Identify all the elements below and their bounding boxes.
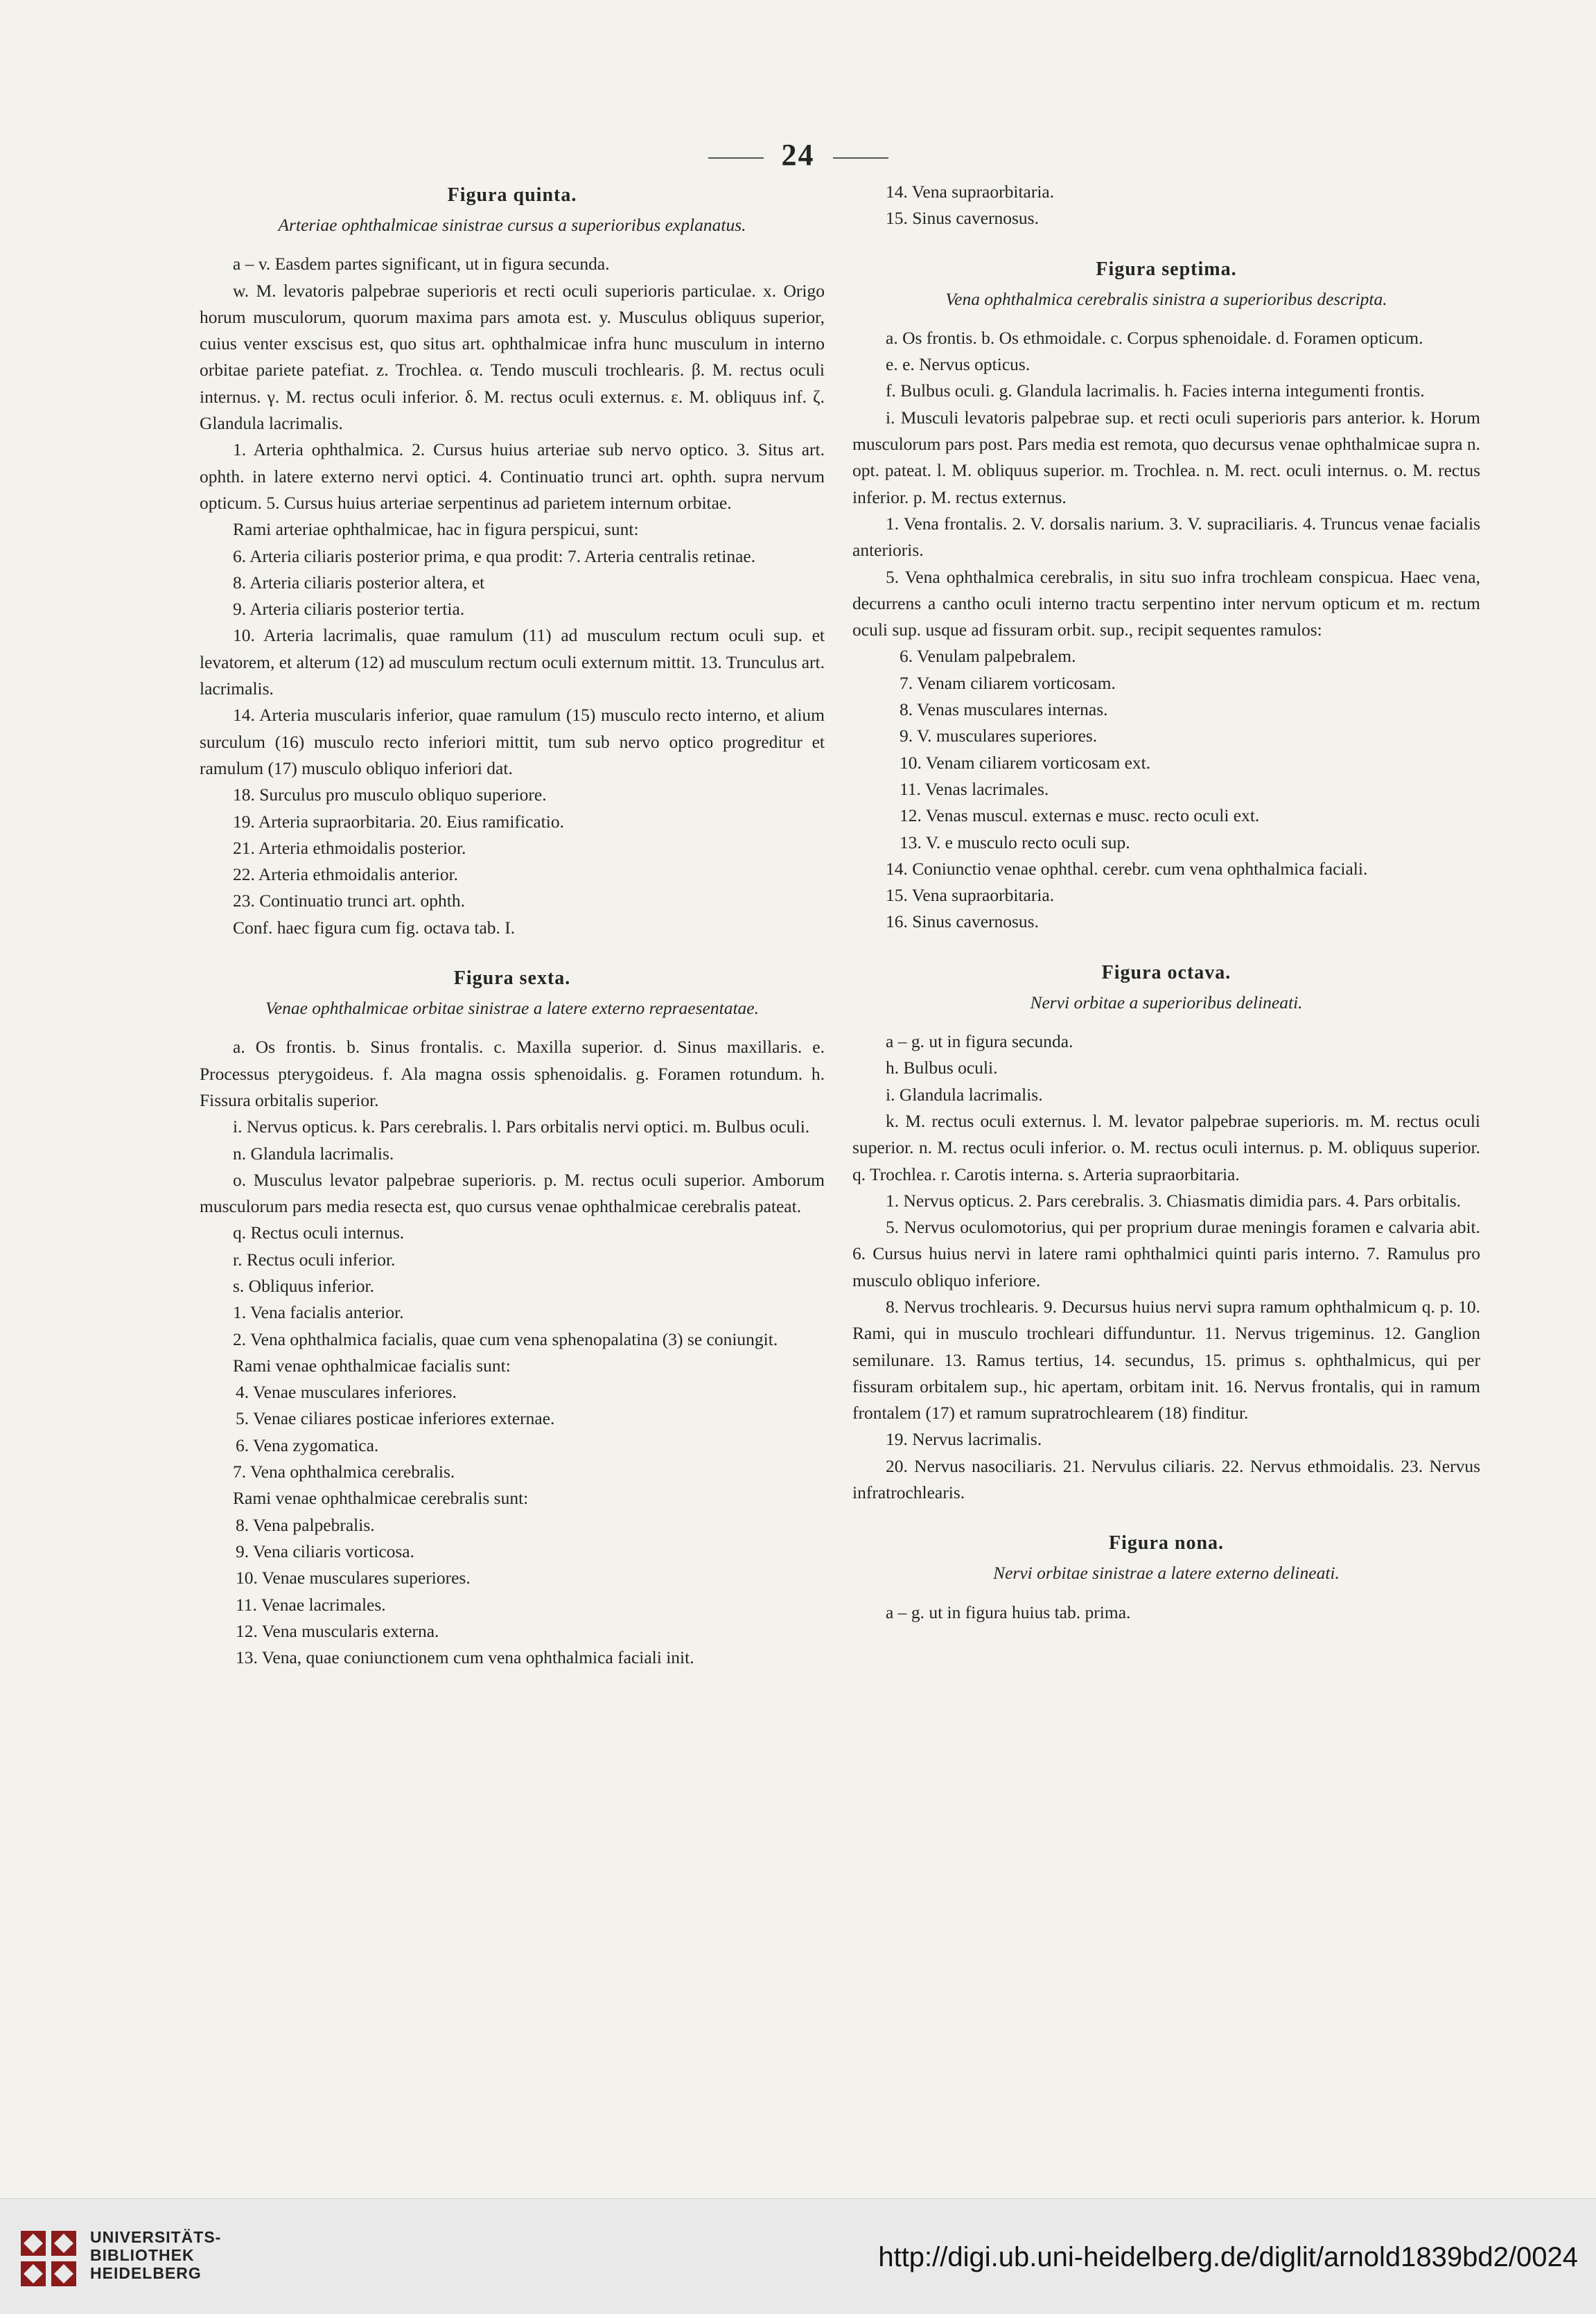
paragraph: a – v. Easdem partes significant, ut in figura secunda. <box>233 254 610 274</box>
library-name-line1: UNIVERSITÄTS- <box>90 2228 222 2246</box>
paragraph: 8. Nervus trochlearis. 9. Decursus huius nervi supra ramum ophthalmicum q. p. 10. Rami, qui in musculo trochleari diffunduntur. 11. Nervus trigeminus. 12. Ganglion semilunare. 13. Ramus tertius, 14. secundus, 15. primus s. ophthalmicus, qui per fissuram orbitalem sup., hic apertam, orbitam init. 16. Nervus frontalis, qui in ramum frontalem (17) et ramum supratrochlearem (18) finditur. <box>852 1296 1480 1423</box>
section-gap <box>852 1506 1480 1527</box>
paragraph: k. M. rectus oculi externus. l. M. levator palpebrae superioris. m. M. rectus oculi superior. n. M. rectus oculi inferior. o. M. rectus oculi internus. p. M. obliquus superior. q. Trochlea. r. Carotis interna. s. Arteria supraorbitaria. <box>852 1110 1480 1184</box>
paragraph: 11. Venas lacrimales. <box>900 778 1049 799</box>
figure-subtitle: Vena ophthalmica cerebralis sinistra a superioribus descripta. <box>945 288 1387 309</box>
paragraph: 12. Vena muscularis externa. <box>236 1620 439 1641</box>
paragraph: 11. Venae lacrimales. <box>236 1594 386 1615</box>
paragraph: 5. Nervus oculomotorius, qui per proprium durae meningis foramen e calvaria abit. 6. Cursus huius nervi in latere rami ophthalmici quinti paris interno. 7. Ramulus pro musculo obliquo inferiore. <box>852 1217 1480 1290</box>
section-gap <box>852 232 1480 253</box>
paragraph: w. M. levatoris palpebrae superioris et recti oculi superioris particulae. x. Origo horum musculorum, quorum maxima pars amota est. y. Musculus obliquus superior, cuius venter exscisus est, quo situs art. ophthalmicae infra hunc musculum in interno orbitae pariete patefiat. z. Trochlea. α. Tendo musculi trochlearis. β. M. rectus oculi internus. γ. M. rectus oculi inferior. δ. M. rectus oculi externus. ε. M. obliquus inf. ζ. Glandula lacrimalis. <box>200 280 825 434</box>
paragraph: 6. Vena zygomatica. <box>236 1435 379 1455</box>
paragraph: 15. Vena supraorbitaria. <box>886 885 1055 906</box>
rule-left <box>708 157 764 159</box>
figure-heading: Figura quinta. <box>447 184 577 206</box>
paragraph: 1. Arteria ophthalmica. 2. Cursus huius arteriae sub nervo optico. 3. Situs art. ophth. in latere externo nervi optici. 4. Continuatio trunci art. ophth. supra nervum opticum. 5. Cursus huius arteriae serpentinus ad parietem internum orbitae. <box>200 439 825 513</box>
library-name-line2: BIBLIOTHEK <box>90 2246 195 2264</box>
paragraph: f. Bulbus oculi. g. Glandula lacrimalis. h. Facies interna integumenti frontis. <box>886 380 1425 401</box>
paragraph: 20. Nervus nasociliaris. 21. Nervulus ciliaris. 22. Nervus ethmoidalis. 23. Nervus infratrochlearis. <box>852 1455 1480 1503</box>
paragraph: a – g. ut in figura huius tab. prima. <box>886 1602 1131 1622</box>
paragraph: a. Os frontis. b. Sinus frontalis. c. Maxilla superior. d. Sinus maxillaris. e. Processus pterygoideus. f. Ala magna ossis sphenoidalis. g. Foramen rotundum. h. Fissura orbitalis superior. <box>200 1037 825 1110</box>
paragraph: 5. Venae ciliares posticae inferiores externae. <box>236 1408 555 1429</box>
paragraph: o. Musculus levator palpebrae superioris. p. M. rectus oculi superior. Amborum musculorum pars media resecta est, quo cursus venae ophthalmicae cerebralis pateat. <box>200 1169 825 1217</box>
figure-heading: Figura sexta. <box>453 967 571 990</box>
paragraph: 9. Arteria ciliaris posterior tertia. <box>233 599 465 620</box>
paragraph: r. Rectus oculi inferior. <box>233 1249 396 1270</box>
figure-subtitle: Nervi orbitae a superioribus delineati. <box>1030 992 1303 1013</box>
figure-subtitle: Nervi orbitae sinistrae a latere externo delineati. <box>993 1563 1340 1584</box>
paragraph: 10. Venae musculares superiores. <box>236 1568 471 1588</box>
paragraph: 5. Vena ophthalmica cerebralis, in situ suo infra trochleam conspicua. Haec vena, decurrens a cantho oculi interno tractu serpentino inter nervum opticum et m. rectum oculi sup. usque ad fissuram orbit. sup., recipit sequentes ramulos: <box>852 566 1480 640</box>
paragraph: 14. Vena supraorbitaria. <box>886 182 1055 202</box>
section-gap <box>200 941 825 962</box>
paragraph: Rami venae ophthalmicae cerebralis sunt: <box>233 1488 529 1509</box>
paragraph: 19. Nervus lacrimalis. <box>886 1429 1042 1450</box>
paragraph: 2. Vena ophthalmica facialis, quae cum vena sphenopalatina (3) se coniungit. <box>233 1329 778 1349</box>
figure-heading: Figura septima. <box>1096 258 1237 280</box>
paragraph: 10. Venam ciliarem vorticosam ext. <box>900 752 1151 773</box>
paragraph: 18. Surculus pro musculo obliquo superiore. <box>233 785 547 805</box>
paragraph: Conf. haec figura cum fig. octava tab. I. <box>233 917 516 938</box>
figure-subtitle: Arteriae ophthalmicae sinistrae cursus a superioribus explanatus. <box>278 215 746 235</box>
left-column <box>200 179 825 1671</box>
paragraph: 13. V. e musculo recto oculi sup. <box>900 832 1130 852</box>
paragraph: 7. Vena ophthalmica cerebralis. <box>233 1462 455 1482</box>
paragraph: h. Bulbus oculi. <box>886 1058 998 1078</box>
page-number <box>0 137 1596 173</box>
library-name-line3: HEIDELBERG <box>90 2264 202 2282</box>
paragraph: 12. Venas muscul. externas e musc. recto oculi ext. <box>900 805 1260 826</box>
figure-heading: Figura nona. <box>1108 1532 1225 1554</box>
right-column <box>852 179 1480 1626</box>
paragraph: 23. Continuatio trunci art. ophth. <box>233 891 465 911</box>
university-seal-icon <box>17 2227 80 2290</box>
paragraph: 9. V. musculares superiores. <box>900 726 1098 746</box>
paragraph: i. Musculi levatoris palpebrae sup. et recti oculi superioris pars anterior. k. Horum musculorum pars post. Pars media est remota, quo decursus venae ophthalmicae supra n. opt. pateat. l. M. obliquus superior. m. Trochlea. n. M. rect. oculi internus. o. M. rectus inferior. p. M. rectus externus. <box>852 407 1480 507</box>
paragraph: 22. Arteria ethmoidalis anterior. <box>233 864 459 885</box>
paragraph: 9. Vena ciliaris vorticosa. <box>236 1541 415 1561</box>
paragraph: 8. Vena palpebralis. <box>236 1514 375 1535</box>
figure-heading: Figura octava. <box>1101 961 1231 983</box>
source-url[interactable]: http://digi.ub.uni-heidelberg.de/diglit/arnold1839bd2/0024 <box>878 2242 1578 2272</box>
paragraph: 1. Vena frontalis. 2. V. dorsalis narium. 3. V. supraciliaris. 4. Truncus venae facialis anterioris. <box>852 513 1480 561</box>
paragraph: 14. Arteria muscularis inferior, quae ramulum (15) musculo recto interno, et alium surculum (16) musculo recto inferiori mittit, tum sub nervo optico progreditur et ramulum (17) musculo obliquo inferiori dat. <box>200 705 825 778</box>
footer-bar <box>0 2198 1596 2314</box>
paragraph: 1. Vena facialis anterior. <box>233 1302 404 1323</box>
paragraph: n. Glandula lacrimalis. <box>233 1143 394 1164</box>
paragraph: 7. Venam ciliarem vorticosam. <box>900 672 1116 693</box>
paragraph: 8. Venas musculares internas. <box>900 699 1108 720</box>
paragraph: e. e. Nervus opticus. <box>886 354 1031 375</box>
paragraph: i. Glandula lacrimalis. <box>886 1084 1043 1105</box>
paragraph: s. Obliquus inferior. <box>233 1275 374 1296</box>
paragraph: 15. Sinus cavernosus. <box>886 208 1039 229</box>
paragraph: 13. Vena, quae coniunctionem cum vena ophthalmica faciali init. <box>236 1647 694 1668</box>
paragraph: q. Rectus oculi internus. <box>233 1222 405 1243</box>
paragraph: Rami arteriae ophthalmicae, hac in figura perspicui, sunt: <box>233 519 639 540</box>
figure-subtitle: Venae ophthalmicae orbitae sinistrae a latere externo repraesentatae. <box>265 998 759 1019</box>
paragraph: 6. Venulam palpebralem. <box>900 646 1076 667</box>
paragraph: 1. Nervus opticus. 2. Pars cerebralis. 3. Chiasmatis dimidia pars. 4. Pars orbitalis. <box>886 1190 1462 1211</box>
paragraph: 21. Arteria ethmoidalis posterior. <box>233 837 466 858</box>
paragraph: 10. Arteria lacrimalis, quae ramulum (11) ad musculum rectum oculi sup. et levatorem, et alterum (12) ad musculum rectum oculi externum mittit. 13. Trunculus art. lacrimalis. <box>200 625 825 699</box>
paragraph: 14. Coniunctio venae ophthal. cerebr. cum vena ophthalmica faciali. <box>886 858 1368 879</box>
section-gap <box>852 936 1480 956</box>
rule-right <box>833 157 888 159</box>
paragraph: 4. Venae musculares inferiores. <box>236 1382 457 1403</box>
paragraph: a. Os frontis. b. Os ethmoidale. c. Corpus sphenoidale. d. Foramen opticum. <box>886 327 1423 348</box>
paragraph: 8. Arteria ciliaris posterior altera, et <box>233 572 485 593</box>
paragraph: 16. Sinus cavernosus. <box>886 911 1039 932</box>
paragraph: a – g. ut in figura secunda. <box>886 1031 1073 1052</box>
paragraph: 19. Arteria supraorbitaria. 20. Eius ramificatio. <box>233 811 564 832</box>
paragraph: 6. Arteria ciliaris posterior prima, e qua prodit: 7. Arteria centralis retinae. <box>233 545 756 566</box>
page-number-text: 24 <box>781 138 815 172</box>
paragraph: Rami venae ophthalmicae facialis sunt: <box>233 1355 511 1376</box>
paragraph: i. Nervus opticus. k. Pars cerebralis. l. Pars orbitalis nervi optici. m. Bulbus oculi. <box>233 1116 810 1137</box>
library-name <box>90 2228 221 2282</box>
